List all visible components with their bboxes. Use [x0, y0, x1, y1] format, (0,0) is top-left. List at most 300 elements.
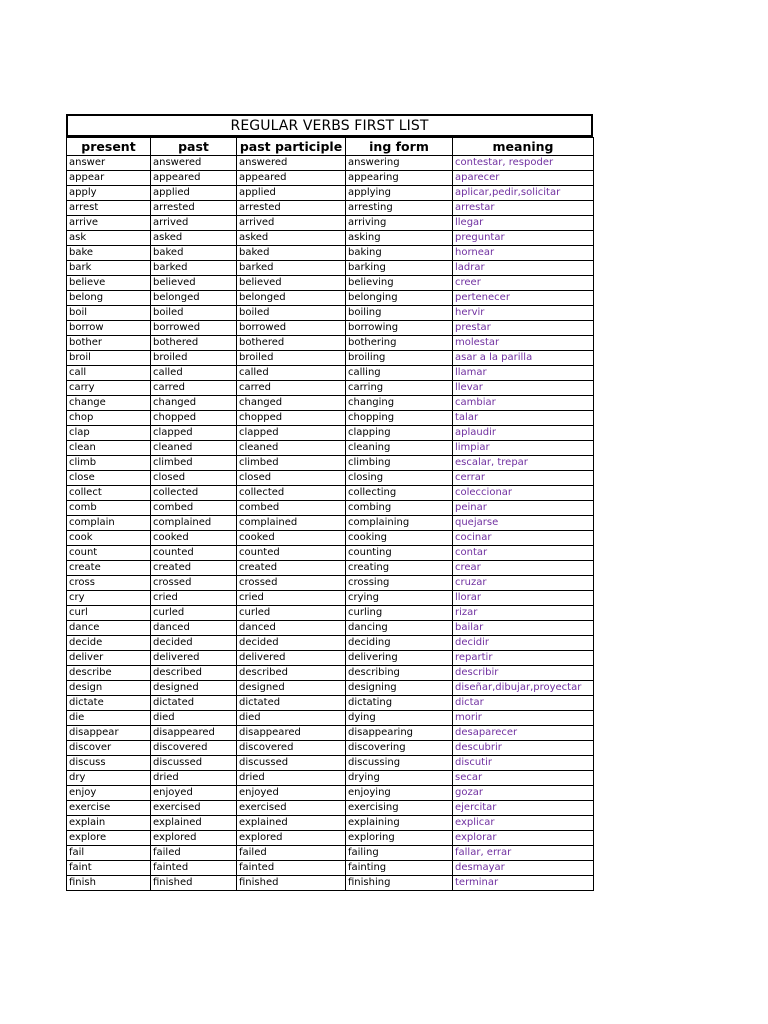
cell-past: climbed [151, 456, 237, 471]
cell-meaning: repartir [453, 651, 594, 666]
cell-present: dictate [67, 696, 151, 711]
cell-past-participle: described [237, 666, 346, 681]
cell-present: dance [67, 621, 151, 636]
verbs-sheet [66, 114, 593, 891]
table-row [67, 291, 594, 306]
cell-meaning: hervir [453, 306, 594, 321]
cell-ing-form: discussing [346, 756, 453, 771]
cell-present: chop [67, 411, 151, 426]
cell-ing-form: describing [346, 666, 453, 681]
cell-meaning: secar [453, 771, 594, 786]
cell-meaning: talar [453, 411, 594, 426]
cell-past-participle: answered [237, 156, 346, 171]
cell-ing-form: answering [346, 156, 453, 171]
cell-past: bothered [151, 336, 237, 351]
cell-present: explain [67, 816, 151, 831]
cell-past-participle: bothered [237, 336, 346, 351]
cell-meaning: cruzar [453, 576, 594, 591]
cell-ing-form: designing [346, 681, 453, 696]
cell-meaning: crear [453, 561, 594, 576]
cell-ing-form: explaining [346, 816, 453, 831]
cell-past-participle: designed [237, 681, 346, 696]
table-row [67, 576, 594, 591]
cell-present: cross [67, 576, 151, 591]
cell-present: believe [67, 276, 151, 291]
cell-meaning: limpiar [453, 441, 594, 456]
cell-present: complain [67, 516, 151, 531]
cell-present: appear [67, 171, 151, 186]
cell-ing-form: calling [346, 366, 453, 381]
table-row [67, 276, 594, 291]
table-row [67, 216, 594, 231]
cell-ing-form: cooking [346, 531, 453, 546]
cell-past-participle: decided [237, 636, 346, 651]
cell-past: disappeared [151, 726, 237, 741]
cell-ing-form: believing [346, 276, 453, 291]
cell-present: answer [67, 156, 151, 171]
cell-present: deliver [67, 651, 151, 666]
cell-past: died [151, 711, 237, 726]
table-row [67, 336, 594, 351]
cell-ing-form: climbing [346, 456, 453, 471]
cell-meaning: aplicar,pedir,solicitar [453, 186, 594, 201]
cell-meaning: describir [453, 666, 594, 681]
cell-past-participle: collected [237, 486, 346, 501]
cell-past: counted [151, 546, 237, 561]
table-row [67, 726, 594, 741]
table-row [67, 351, 594, 366]
cell-past: called [151, 366, 237, 381]
cell-past: barked [151, 261, 237, 276]
cell-ing-form: boiling [346, 306, 453, 321]
cell-past: applied [151, 186, 237, 201]
cell-past-participle: baked [237, 246, 346, 261]
cell-past-participle: cleaned [237, 441, 346, 456]
cell-present: collect [67, 486, 151, 501]
cell-past: asked [151, 231, 237, 246]
cell-ing-form: barking [346, 261, 453, 276]
cell-ing-form: failing [346, 846, 453, 861]
cell-present: close [67, 471, 151, 486]
cell-meaning: ejercitar [453, 801, 594, 816]
cell-past: danced [151, 621, 237, 636]
cell-past-participle: cried [237, 591, 346, 606]
cell-present: comb [67, 501, 151, 516]
cell-past-participle: climbed [237, 456, 346, 471]
cell-present: dry [67, 771, 151, 786]
table-row [67, 621, 594, 636]
cell-past-participle: arrived [237, 216, 346, 231]
table-row [67, 501, 594, 516]
cell-present: climb [67, 456, 151, 471]
cell-past-participle: complained [237, 516, 346, 531]
cell-present: create [67, 561, 151, 576]
cell-meaning: cocinar [453, 531, 594, 546]
cell-past-participle: dictated [237, 696, 346, 711]
cell-ing-form: discovering [346, 741, 453, 756]
verbs-table [66, 137, 594, 891]
cell-present: ask [67, 231, 151, 246]
cell-ing-form: applying [346, 186, 453, 201]
cell-ing-form: disappearing [346, 726, 453, 741]
table-row [67, 531, 594, 546]
cell-past-participle: broiled [237, 351, 346, 366]
cell-present: bark [67, 261, 151, 276]
table-row [67, 666, 594, 681]
cell-present: count [67, 546, 151, 561]
cell-past-participle: disappeared [237, 726, 346, 741]
table-row [67, 756, 594, 771]
cell-past-participle: cooked [237, 531, 346, 546]
cell-ing-form: chopping [346, 411, 453, 426]
cell-ing-form: drying [346, 771, 453, 786]
cell-meaning: desaparecer [453, 726, 594, 741]
cell-ing-form: fainting [346, 861, 453, 876]
table-row [67, 786, 594, 801]
verb-rows [67, 156, 594, 891]
cell-meaning: pertenecer [453, 291, 594, 306]
cell-past: borrowed [151, 321, 237, 336]
table-row [67, 156, 594, 171]
cell-meaning: preguntar [453, 231, 594, 246]
cell-meaning: cerrar [453, 471, 594, 486]
cell-past: fainted [151, 861, 237, 876]
cell-present: die [67, 711, 151, 726]
cell-meaning: contestar, respoder [453, 156, 594, 171]
cell-present: belong [67, 291, 151, 306]
cell-past-participle: explored [237, 831, 346, 846]
cell-past-participle: discovered [237, 741, 346, 756]
cell-past-participle: clapped [237, 426, 346, 441]
cell-present: discuss [67, 756, 151, 771]
cell-past: explained [151, 816, 237, 831]
cell-meaning: decidir [453, 636, 594, 651]
cell-meaning: gozar [453, 786, 594, 801]
cell-present: fail [67, 846, 151, 861]
cell-present: exercise [67, 801, 151, 816]
cell-past-participle: fainted [237, 861, 346, 876]
cell-present: call [67, 366, 151, 381]
cell-meaning: descubrir [453, 741, 594, 756]
cell-past: arrested [151, 201, 237, 216]
cell-meaning: bailar [453, 621, 594, 636]
cell-past: crossed [151, 576, 237, 591]
table-row [67, 231, 594, 246]
table-row [67, 816, 594, 831]
cell-ing-form: crossing [346, 576, 453, 591]
cell-present: discover [67, 741, 151, 756]
cell-meaning: llegar [453, 216, 594, 231]
column-header-past-participle: past participle [237, 138, 346, 156]
table-row [67, 381, 594, 396]
cell-ing-form: complaining [346, 516, 453, 531]
cell-past: discussed [151, 756, 237, 771]
cell-present: carry [67, 381, 151, 396]
column-header-ing-form: ing form [346, 138, 453, 156]
cell-meaning: coleccionar [453, 486, 594, 501]
cell-meaning: creer [453, 276, 594, 291]
cell-present: disappear [67, 726, 151, 741]
table-row [67, 696, 594, 711]
cell-ing-form: dying [346, 711, 453, 726]
cell-past-participle: dried [237, 771, 346, 786]
cell-meaning: morir [453, 711, 594, 726]
cell-present: cry [67, 591, 151, 606]
table-row [67, 471, 594, 486]
cell-past: cleaned [151, 441, 237, 456]
table-row [67, 516, 594, 531]
table-row [67, 366, 594, 381]
table-row [67, 321, 594, 336]
cell-past: cried [151, 591, 237, 606]
cell-present: change [67, 396, 151, 411]
table-row [67, 771, 594, 786]
table-row [67, 246, 594, 261]
cell-present: bother [67, 336, 151, 351]
cell-present: design [67, 681, 151, 696]
cell-past-participle: explained [237, 816, 346, 831]
table-row [67, 486, 594, 501]
cell-ing-form: carring [346, 381, 453, 396]
cell-ing-form: finishing [346, 876, 453, 891]
cell-meaning: rizar [453, 606, 594, 621]
cell-meaning: quejarse [453, 516, 594, 531]
table-row [67, 456, 594, 471]
sheet-title: REGULAR VERBS FIRST LIST [66, 114, 593, 137]
header-row [67, 138, 594, 156]
cell-meaning: desmayar [453, 861, 594, 876]
table-row [67, 201, 594, 216]
cell-ing-form: cleaning [346, 441, 453, 456]
table-row [67, 261, 594, 276]
cell-meaning: fallar, errar [453, 846, 594, 861]
cell-past-participle: belonged [237, 291, 346, 306]
cell-past: explored [151, 831, 237, 846]
cell-present: bake [67, 246, 151, 261]
cell-past: chopped [151, 411, 237, 426]
cell-ing-form: appearing [346, 171, 453, 186]
cell-past: closed [151, 471, 237, 486]
table-row [67, 426, 594, 441]
cell-past: cooked [151, 531, 237, 546]
cell-past: clapped [151, 426, 237, 441]
table-row [67, 306, 594, 321]
cell-meaning: asar a la parilla [453, 351, 594, 366]
cell-past-participle: asked [237, 231, 346, 246]
cell-past-participle: danced [237, 621, 346, 636]
cell-present: explore [67, 831, 151, 846]
cell-past-participle: called [237, 366, 346, 381]
cell-past-participle: created [237, 561, 346, 576]
cell-meaning: dictar [453, 696, 594, 711]
cell-past-participle: borrowed [237, 321, 346, 336]
cell-present: boil [67, 306, 151, 321]
cell-past-participle: curled [237, 606, 346, 621]
cell-ing-form: dictating [346, 696, 453, 711]
cell-meaning: llorar [453, 591, 594, 606]
table-row [67, 561, 594, 576]
cell-past-participle: believed [237, 276, 346, 291]
cell-ing-form: asking [346, 231, 453, 246]
cell-past: combed [151, 501, 237, 516]
cell-past-participle: chopped [237, 411, 346, 426]
cell-present: enjoy [67, 786, 151, 801]
cell-past-participle: crossed [237, 576, 346, 591]
cell-past: finished [151, 876, 237, 891]
cell-meaning: llevar [453, 381, 594, 396]
cell-past: described [151, 666, 237, 681]
cell-present: curl [67, 606, 151, 621]
cell-ing-form: exploring [346, 831, 453, 846]
cell-present: borrow [67, 321, 151, 336]
cell-past-participle: enjoyed [237, 786, 346, 801]
table-row [67, 606, 594, 621]
cell-past-participle: died [237, 711, 346, 726]
cell-past: collected [151, 486, 237, 501]
cell-ing-form: arriving [346, 216, 453, 231]
cell-past: delivered [151, 651, 237, 666]
table-row [67, 651, 594, 666]
cell-meaning: cambiar [453, 396, 594, 411]
cell-meaning: peinar [453, 501, 594, 516]
cell-past: appeared [151, 171, 237, 186]
cell-past: carred [151, 381, 237, 396]
cell-present: clean [67, 441, 151, 456]
cell-ing-form: clapping [346, 426, 453, 441]
cell-present: arrest [67, 201, 151, 216]
cell-meaning: aparecer [453, 171, 594, 186]
cell-present: cook [67, 531, 151, 546]
cell-ing-form: collecting [346, 486, 453, 501]
cell-past: dictated [151, 696, 237, 711]
cell-present: describe [67, 666, 151, 681]
cell-meaning: contar [453, 546, 594, 561]
cell-past-participle: changed [237, 396, 346, 411]
cell-meaning: hornear [453, 246, 594, 261]
cell-meaning: discutir [453, 756, 594, 771]
cell-past: exercised [151, 801, 237, 816]
cell-past: designed [151, 681, 237, 696]
cell-meaning: explorar [453, 831, 594, 846]
cell-present: faint [67, 861, 151, 876]
cell-past-participle: barked [237, 261, 346, 276]
cell-meaning: terminar [453, 876, 594, 891]
table-row [67, 846, 594, 861]
cell-meaning: escalar, trepar [453, 456, 594, 471]
cell-past: dried [151, 771, 237, 786]
cell-ing-form: counting [346, 546, 453, 561]
cell-past: created [151, 561, 237, 576]
cell-past-participle: delivered [237, 651, 346, 666]
cell-present: clap [67, 426, 151, 441]
cell-meaning: aplaudir [453, 426, 594, 441]
cell-present: broil [67, 351, 151, 366]
cell-past-participle: applied [237, 186, 346, 201]
table-row [67, 831, 594, 846]
column-header-past: past [151, 138, 237, 156]
column-header-meaning: meaning [453, 138, 594, 156]
cell-past-participle: counted [237, 546, 346, 561]
cell-present: decide [67, 636, 151, 651]
cell-past-participle: arrested [237, 201, 346, 216]
cell-past: curled [151, 606, 237, 621]
cell-present: apply [67, 186, 151, 201]
column-header-present: present [67, 138, 151, 156]
cell-past-participle: carred [237, 381, 346, 396]
cell-meaning: diseñar,dibujar,proyectar [453, 681, 594, 696]
cell-ing-form: dancing [346, 621, 453, 636]
cell-past: belonged [151, 291, 237, 306]
cell-present: arrive [67, 216, 151, 231]
cell-ing-form: arresting [346, 201, 453, 216]
table-row [67, 411, 594, 426]
cell-ing-form: closing [346, 471, 453, 486]
cell-ing-form: borrowing [346, 321, 453, 336]
cell-ing-form: baking [346, 246, 453, 261]
cell-past: changed [151, 396, 237, 411]
cell-past: broiled [151, 351, 237, 366]
cell-past-participle: boiled [237, 306, 346, 321]
table-row [67, 396, 594, 411]
cell-ing-form: exercising [346, 801, 453, 816]
cell-past-participle: closed [237, 471, 346, 486]
cell-past: baked [151, 246, 237, 261]
cell-past-participle: exercised [237, 801, 346, 816]
cell-past: enjoyed [151, 786, 237, 801]
cell-meaning: ladrar [453, 261, 594, 276]
cell-meaning: molestar [453, 336, 594, 351]
table-row [67, 546, 594, 561]
cell-meaning: prestar [453, 321, 594, 336]
cell-past: believed [151, 276, 237, 291]
cell-ing-form: broiling [346, 351, 453, 366]
cell-ing-form: delivering [346, 651, 453, 666]
table-row [67, 741, 594, 756]
cell-past: boiled [151, 306, 237, 321]
cell-ing-form: deciding [346, 636, 453, 651]
cell-past-participle: discussed [237, 756, 346, 771]
table-row [67, 681, 594, 696]
cell-present: finish [67, 876, 151, 891]
cell-ing-form: creating [346, 561, 453, 576]
cell-ing-form: combing [346, 501, 453, 516]
cell-meaning: arrestar [453, 201, 594, 216]
cell-past-participle: failed [237, 846, 346, 861]
table-row [67, 876, 594, 891]
table-row [67, 441, 594, 456]
cell-past: discovered [151, 741, 237, 756]
cell-past-participle: combed [237, 501, 346, 516]
cell-past-participle: finished [237, 876, 346, 891]
cell-ing-form: bothering [346, 336, 453, 351]
cell-past: arrived [151, 216, 237, 231]
cell-ing-form: changing [346, 396, 453, 411]
cell-past: failed [151, 846, 237, 861]
cell-meaning: explicar [453, 816, 594, 831]
cell-ing-form: crying [346, 591, 453, 606]
cell-ing-form: curling [346, 606, 453, 621]
table-row [67, 636, 594, 651]
cell-ing-form: belonging [346, 291, 453, 306]
cell-ing-form: enjoying [346, 786, 453, 801]
cell-past-participle: appeared [237, 171, 346, 186]
table-row [67, 171, 594, 186]
table-row [67, 861, 594, 876]
table-row [67, 186, 594, 201]
table-row [67, 711, 594, 726]
table-row [67, 801, 594, 816]
table-row [67, 591, 594, 606]
